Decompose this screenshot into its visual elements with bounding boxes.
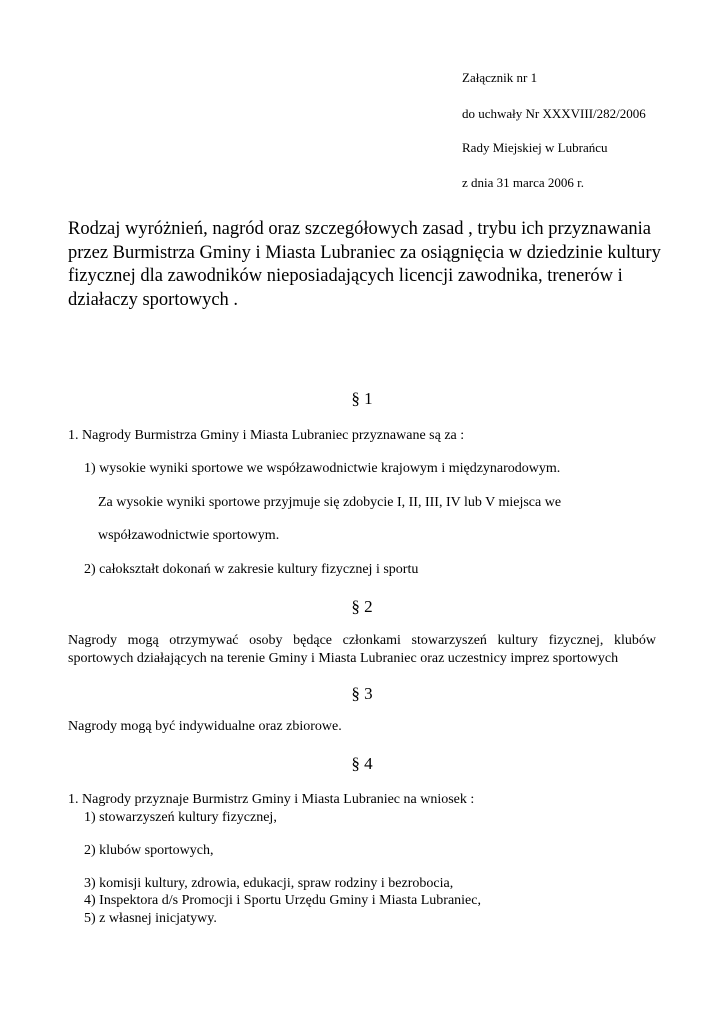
council-name: Rady Miejskiej w Lubrańcu	[462, 140, 608, 155]
section-1-heading: § 1	[351, 389, 373, 408]
section-1-subpoint-1-note: Za wysokie wyniki sportowe przyjmuje się zdobycie I, II, III, IV lub V miejsca we	[98, 495, 562, 510]
document-title: Rodzaj wyróżnień, nagród oraz szczegółowych zasad , trybu ich przyznawania przez Burmistrza Gminy i Miasta Lubraniec za osiągnięcia w dziedzinie kultury fizycznej dla zawodników nieposiadających licencji zawodnika, trenerów i działaczy sportowych .	[68, 219, 661, 310]
attachment-number: Załącznik nr 1	[462, 70, 538, 85]
section-2-text: Nagrody mogą otrzymywać osoby będące członkami stowarzyszeń kultury fizycznej, klubów sportowych działających na terenie Gminy i Miasta Lubraniec oraz uczestnicy imprez sportowych	[68, 633, 656, 666]
list-item: 2) klubów sportowych,	[84, 843, 214, 858]
section-1-point-1: 1. Nagrody Burmistrza Gminy i Miasta Lubraniec przyznawane są za :	[68, 428, 465, 443]
resolution-number: do uchwały Nr XXXVIII/282/2006	[462, 106, 646, 121]
list-item: 5) z własnej inicjatywy.	[84, 911, 217, 926]
list-item: 3) komisji kultury, zdrowia, edukacji, spraw rodziny i bezrobocia,	[84, 876, 454, 891]
section-1-subpoint-1-note-cont: współzawodnictwie sportowym.	[98, 528, 280, 543]
section-1-subpoint-2: 2) całokształt dokonań w zakresie kultury fizycznej i sportu	[84, 562, 419, 577]
section-4-heading: § 4	[351, 754, 373, 773]
section-1-subpoint-1: 1) wysokie wyniki sportowe we współzawodnictwie krajowym i międzynarodowym.	[84, 461, 561, 476]
list-item: 4) Inspektora d/s Promocji i Sportu Urzędu Gminy i Miasta Lubraniec,	[84, 893, 481, 908]
section-2-heading: § 2	[351, 597, 373, 616]
section-4-point-1: 1. Nagrody przyznaje Burmistrz Gminy i Miasta Lubraniec na wniosek :	[68, 792, 475, 807]
list-item: 1) stowarzyszeń kultury fizycznej,	[84, 810, 277, 825]
section-3-heading: § 3	[351, 684, 373, 703]
resolution-date: z dnia 31 marca 2006 r.	[462, 175, 585, 190]
section-3-text: Nagrody mogą być indywidualne oraz zbiorowe.	[68, 719, 342, 734]
